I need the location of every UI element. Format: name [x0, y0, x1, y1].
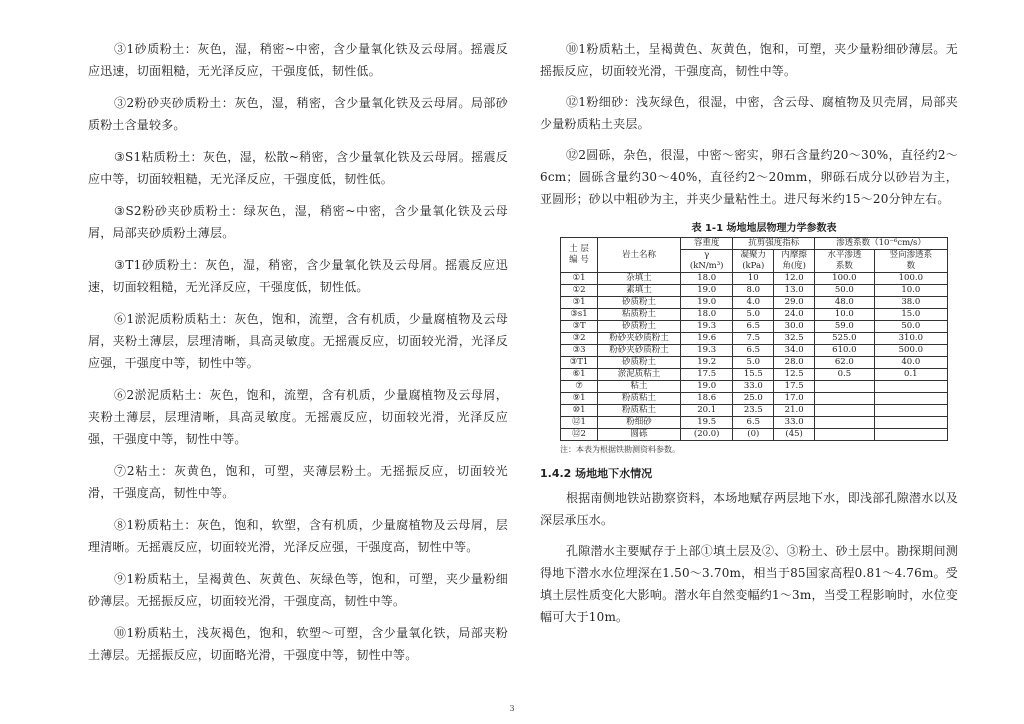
- table-cell: ③1: [561, 297, 598, 309]
- table-cell: ⑦: [561, 381, 598, 393]
- table-cell: 32.5: [774, 333, 815, 345]
- table-cell: 砂质粉土: [598, 321, 681, 333]
- table-cell: 6.5: [733, 345, 774, 357]
- paragraph-soil-10-1: ⑩1粉质粘土，浅灰褐色，饱和，软塑～可塑，含少量氧化铁，局部夹粉土薄层。无摇振反应，切面略光滑，干强度中等，韧性中等。: [88, 626, 508, 662]
- table-cell: 10: [733, 273, 774, 285]
- table-cell: 525.0: [815, 333, 875, 345]
- table-cell: 7.5: [733, 333, 774, 345]
- header-unit-weight: 容重度: [681, 238, 733, 250]
- table-cell: 19.0: [681, 297, 733, 309]
- table-cell: 23.5: [733, 405, 774, 417]
- table-cell: 40.0: [874, 357, 947, 369]
- table-cell: 19.0: [681, 381, 733, 393]
- paragraph-soil-12-1: ⑫1粉细砂：浅灰绿色，很湿，中密，含云母、腐植物及贝壳屑，局部夹少量粉质粘土夹层。: [540, 95, 958, 131]
- header-gamma: γ (kN/m³): [681, 250, 733, 273]
- table-cell: 砂质粉土: [598, 357, 681, 369]
- paragraph-soil-12-2: ⑫2圆砾，杂色，很湿，中密～密实，卵石含量约20～30%，直径约2～6cm；圆砾含量约30～40%，直径约2～20mm，卵砾石成分以砂岩为主，亚圆形；砂以中粗砂为主，并夹少量粘性土。进尺每米约15～20分钟左右。: [540, 148, 958, 206]
- table-row: [561, 429, 948, 441]
- table-cell: ③T: [561, 321, 598, 333]
- table-row: [561, 285, 948, 297]
- table-row: [561, 297, 948, 309]
- table-cell: 310.0: [874, 333, 947, 345]
- table-cell: 59.0: [815, 321, 875, 333]
- table-cell: ⑩1: [561, 405, 598, 417]
- table-cell: 圆砾: [598, 429, 681, 441]
- table-cell: 12.5: [774, 369, 815, 381]
- table-cell: 18.0: [681, 273, 733, 285]
- table-row: [561, 405, 948, 417]
- paragraph-soil-6-1: ⑥1淤泥质粉质粘土：灰色，饱和，流塑，含有机质，少量腐植物及云母屑，夹粉土薄层，层理清晰，具高灵敏度。无摇震反应，切面较光滑，光泽反应强，干强度中等，韧性中等。: [88, 312, 508, 370]
- paragraph-soil-9-1: ⑨1粉质粘土，呈褐黄色、灰黄色、灰绿色等，饱和，可塑，夹少量粉细砂薄层。无摇振反应，切面较光滑，干强度高，韧性中等。: [88, 572, 508, 608]
- table-note: 注：本表为根据铁勘测资料参数。: [560, 445, 680, 454]
- table-cell: 19.6: [681, 333, 733, 345]
- header-shear: 抗剪强度指标: [733, 238, 815, 250]
- table-cell: 粉质粘土: [598, 405, 681, 417]
- paragraph-soil-8-1: ⑧1粉质粘土：灰色，饱和，软塑，含有机质，少量腐植物及云母屑，层理清晰。无摇震反应，切面较光滑，光泽反应强，干强度高，韧性中等。: [88, 518, 508, 554]
- table-cell: 25.0: [733, 393, 774, 405]
- table-cell: ③T1: [561, 357, 598, 369]
- right-column: [540, 38, 958, 637]
- table-cell: 粉砂夹砂质粉土: [598, 345, 681, 357]
- table-cell: ⑫1: [561, 417, 598, 429]
- table-cell: [815, 393, 875, 405]
- table-cell: 砂质粉土: [598, 297, 681, 309]
- paragraph-soil-3-t1: ③T1砂质粉土：灰色，湿，稍密，含少量氧化铁及云母屑。摇震反应迅速，切面较粗糙，无光泽反应，干强度低，韧性低。: [88, 258, 508, 294]
- table-row: [561, 417, 948, 429]
- table-row: [561, 357, 948, 369]
- table-cell: 50.0: [874, 321, 947, 333]
- table-row: [561, 309, 948, 321]
- table-cell: 29.0: [774, 297, 815, 309]
- header-cohesion: 凝聚力 (kPa): [733, 250, 774, 273]
- table-cell: ③2: [561, 333, 598, 345]
- table-cell: 62.0: [815, 357, 875, 369]
- table-cell: 粉细砂: [598, 417, 681, 429]
- left-column: [88, 38, 508, 676]
- table-cell: 24.0: [774, 309, 815, 321]
- paragraph-soil-3-1: ③1砂质粉土：灰色，湿，稍密~中密，含少量氧化铁及云母屑。摇震反应迅速，切面粗糙，无光泽反应，干强度低，韧性低。: [88, 42, 508, 78]
- table-cell: 100.0: [874, 273, 947, 285]
- table-cell: 17.5: [774, 381, 815, 393]
- table-cell: 48.0: [815, 297, 875, 309]
- table-cell: 粉砂夹砂质粉土: [598, 333, 681, 345]
- section-heading: 1.4.2 场地地下水情况: [540, 467, 653, 480]
- table-row: [561, 273, 948, 285]
- table-cell: ③3: [561, 345, 598, 357]
- table-row: [561, 369, 948, 381]
- table-cell: 6.5: [733, 321, 774, 333]
- table-cell: 19.3: [681, 345, 733, 357]
- paragraph-groundwater-2: 孔隙潜水主要赋存于上部①填土层及②、③粉土、砂土层中。勘探期间测得地下潜水水位埋深在1.50～3.70m，相当于85国家高程0.81～4.76m。受填土层性质变化大影响。潜水年自然变幅约1～3m，当受工程影响时，水位变幅可大于10m。: [540, 544, 958, 624]
- table-cell: [815, 429, 875, 441]
- table-cell: 5.0: [733, 309, 774, 321]
- paragraph-soil-7-2: ⑦2粘土：灰黄色，饱和，可塑，夹薄层粉土。无摇振反应，切面较光滑，干强度高，韧性中等。: [88, 464, 508, 500]
- table-cell: ①2: [561, 285, 598, 297]
- table-cell: 100.0: [815, 273, 875, 285]
- table-cell: 18.0: [681, 309, 733, 321]
- table-cell: 淤泥质粘土: [598, 369, 681, 381]
- table-cell: 4.0: [733, 297, 774, 309]
- table-cell: 6.5: [733, 417, 774, 429]
- soil-properties-table: [560, 237, 948, 441]
- table-cell: 28.0: [774, 357, 815, 369]
- table-cell: 10.0: [815, 309, 875, 321]
- table-cell: 33.0: [733, 381, 774, 393]
- table-cell: ⑫2: [561, 429, 598, 441]
- table-row: [561, 381, 948, 393]
- table-row: [561, 321, 948, 333]
- table-cell: 33.0: [774, 417, 815, 429]
- table-cell: (45): [774, 429, 815, 441]
- table-cell: 20.1: [681, 405, 733, 417]
- table-cell: 8.0: [733, 285, 774, 297]
- table-row: [561, 393, 948, 405]
- table-cell: 19.3: [681, 321, 733, 333]
- table-cell: 500.0: [874, 345, 947, 357]
- table-cell: 5.0: [733, 357, 774, 369]
- table-cell: 21.0: [774, 405, 815, 417]
- table-cell: 粘质粉土: [598, 309, 681, 321]
- table-cell: 18.6: [681, 393, 733, 405]
- table-cell: 10.0: [874, 285, 947, 297]
- table-cell: (20.0): [681, 429, 733, 441]
- table-body: [561, 273, 948, 441]
- header-name: 岩土名称: [598, 238, 681, 273]
- table-cell: [874, 381, 947, 393]
- page-number: 3: [509, 704, 515, 713]
- table-cell: [815, 405, 875, 417]
- table-cell: 610.0: [815, 345, 875, 357]
- table-cell: ⑨1: [561, 393, 598, 405]
- table-cell: [815, 417, 875, 429]
- table-row: [561, 333, 948, 345]
- table-cell: 13.0: [774, 285, 815, 297]
- table-row: [561, 345, 948, 357]
- table-cell: (0): [733, 429, 774, 441]
- table-cell: 19.0: [681, 285, 733, 297]
- table-cell: 0.5: [815, 369, 875, 381]
- paragraph-soil-3-s1: ③S1粘质粉土：灰色，湿，松散~稍密，含少量氧化铁及云母屑。摇震反应中等，切面较粗糙，无光泽反应，干强度低，韧性低。: [88, 150, 508, 186]
- table-title: 表 1-1 场地地层物理力学参数表: [691, 223, 837, 234]
- table-cell: [874, 429, 947, 441]
- table-cell: [874, 393, 947, 405]
- table-cell: 12.0: [774, 273, 815, 285]
- table-cell: 17.0: [774, 393, 815, 405]
- paragraph-soil-3-2: ③2粉砂夹砂质粉土：灰色，湿，稍密，含少量氧化铁及云母屑。局部砂质粉土含量较多。: [88, 96, 508, 132]
- table-cell: ③s1: [561, 309, 598, 321]
- table-cell: 15.5: [733, 369, 774, 381]
- paragraph-soil-6-2: ⑥2淤泥质粘土：灰色，饱和，流塑，含有机质，少量腐植物及云母屑，夹粉土薄层，层理清晰，具高灵敏度。无摇震反应，切面较光滑，光泽反应强，干强度中等，韧性中等。: [88, 388, 508, 446]
- table-cell: 杂填土: [598, 273, 681, 285]
- table-cell: 粘土: [598, 381, 681, 393]
- table-cell: 素填土: [598, 285, 681, 297]
- table-cell: [874, 417, 947, 429]
- paragraph-soil-3-s2: ③S2粉砂夹砂质粉土：绿灰色，湿，稍密~中密，含少量氧化铁及云母屑，局部夹砂质粉土薄层。: [88, 204, 508, 240]
- table-cell: 38.0: [874, 297, 947, 309]
- table-cell: 粉质粘土: [598, 393, 681, 405]
- table-cell: 19.2: [681, 357, 733, 369]
- table-cell: 15.0: [874, 309, 947, 321]
- table-cell: 19.5: [681, 417, 733, 429]
- paragraph-groundwater-1: 根据南侧地铁站勘察资料，本场地赋存两层地下水，即浅部孔隙潜水以及深层承压水。: [540, 491, 958, 527]
- table-cell: 30.0: [774, 321, 815, 333]
- header-friction: 内摩擦 角(度): [774, 250, 815, 273]
- table-cell: ①1: [561, 273, 598, 285]
- table-cell: 50.0: [815, 285, 875, 297]
- header-vertical: 竖向渗透系 数: [874, 250, 947, 273]
- table-cell: ⑥1: [561, 369, 598, 381]
- paragraph-soil-10-1b: ⑩1粉质粘土，呈褐黄色、灰黄色，饱和，可塑，夹少量粉细砂薄层。无摇振反应，切面较光滑，干强度高，韧性中等。: [540, 42, 958, 78]
- header-horizontal: 水平渗透 系数: [815, 250, 875, 273]
- table-cell: [874, 405, 947, 417]
- header-permeability: 渗透系数（10⁻⁶cm/s）: [815, 238, 948, 250]
- table-cell: 17.5: [681, 369, 733, 381]
- table-cell: 34.0: [774, 345, 815, 357]
- header-layer-no: 土 层 编 号: [561, 238, 598, 273]
- table-cell: 0.1: [874, 369, 947, 381]
- table-cell: [815, 381, 875, 393]
